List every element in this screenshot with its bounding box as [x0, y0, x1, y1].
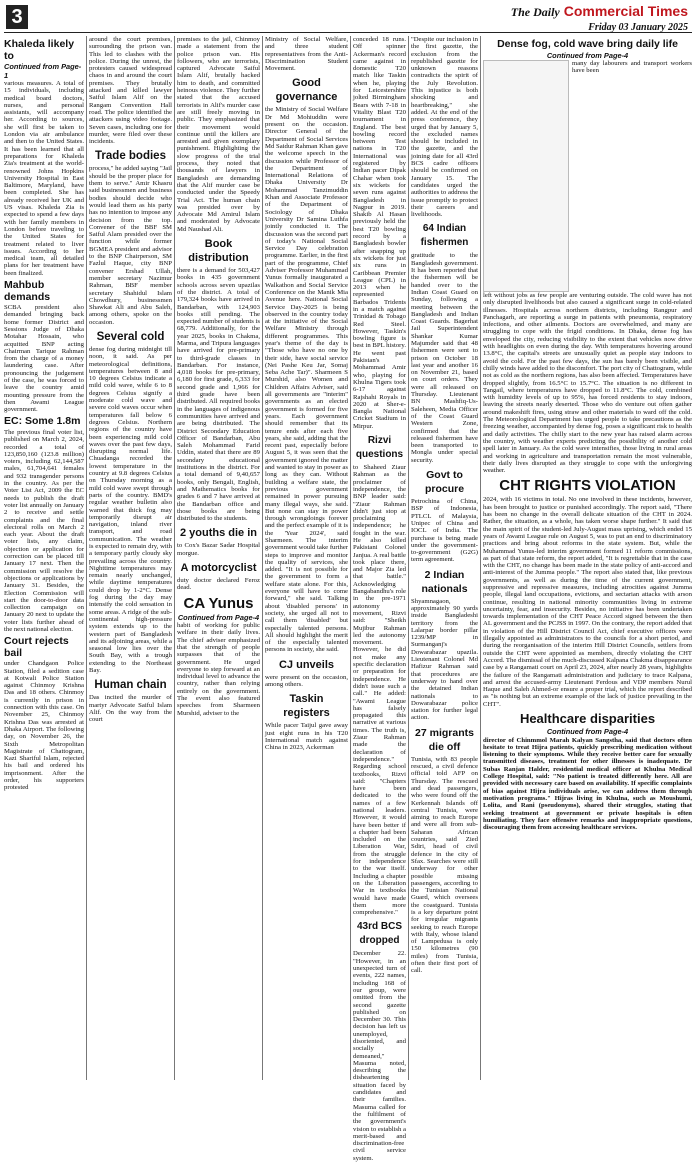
headline-dense-fog[interactable]: Dense fog, cold wave bring daily life: [497, 38, 678, 50]
article-body: Ministry of Social Welfare, and three student representatives from the Anti-Discrimination Student Movement.: [265, 36, 348, 73]
headline-mahbub[interactable]: Mahbub demands: [4, 279, 51, 303]
headline-khaleda[interactable]: Khaleda likely to: [4, 38, 75, 62]
article-body: December 22. "However, in an unexpected turn of events, 222 names, including 168 of our group, were omitted from the second gazette published on December 30. This decision has left us unemployed, disoriented, and socially demeaned," Masuma noted, describing the disheartening situation faced by candidates and their families. Masuma called for the fulfilment of the government's vision to establish a merit-based and discrimination-free civil service system.: [353, 950, 406, 1162]
article-body: 2024, with 16 victims in total. No one involved in these incidents, however, has been brought to justice or punished accordingly. The report said, "There has been no change in the overall delicate situation of the CHT in 2024. Rather, the situation, as a whole, has taken worse shape further." It said that the main spirit of the student-led July-August mass uprising, which ended 15 years of Awami League rule on August 5, was to put an end to discriminatory practices and bring about reforms in the state system. But, while the Muhammad Yunus-led interim government formed 11 reform commissions, as part of that state reform, the report added, "It is regrettable that in the case with the CHT, no change has been made in the state policy of anti-accord and anti-interest of the Jumma people." The report also stated that, like previous governments, as well as during the time of the current government, suppressive and repressive measures, including atrocities against Jumma people, illegal land occupations, evictions, and sectarian attacks with arson continue, resulting in national minority communities living in extreme uncertainty, fear, and insecurity. Besides, no initiative has been undertaken towards implementation of the CHT Peace Accord signed between the then AL government and the PCJSS in 1997. On the contrary, the report added that in violation of the Hill District Council Act, chief executive officers were illegally appointed as administrators to the councils for a short period, and during the reorganisation of the interim Hill District Councils, settlers from outside the CHT were appointed as members, directly violating the CHT Accord. The dismissal of the much-discussed Kalpana Chakma disappearance case by a Rangamati court on April 23, 2024, after nearly 28 years, highlights the failure of the Rangamati administration and judiciary to trace Kalpana, and arrest the accused-army Lieutenant Ferdous and VDP members Nurul Haque and Saleh Ahmed-or ensure a proper trial, which the report described as "is nothing but an extreme example of the lack of justice prevailing in the CHT".: [483, 496, 692, 708]
article-body: to Cox's Bazar Sadar Hospital morgue.: [177, 542, 260, 557]
article-body: conceded 18 runs. Off spinner Ackerman's record came against in domestic T20 match like Taskin when he, playing for Leicestershire jolted Birmingham Bears with 7-18 in Vitality Blast T20 tournament in England. The best bowling record between Test nations in T20 International was registered by Indian pacer Dipak Chahar when took six wickets for seven runs against Bangladesh in Nagpur in 2019. Shakib Al Hasan previously held the best T20 bowling record by a Bangladesh bowler after snapping up six wickets for just six runs in Caribbean Premier League (CPL) in 2013 when he represented Barbados Tridents in a match against Trinidad & Tobago Red Steel. However, Taskin's bowling figure is best in BPL history. He went past Pakistan's Mohammad Amir who, playing for Khulna Tigers took 6-17 against Rajshahi Royals in 2020 at Sher-e-Bangla National Cricket Stadium in Mirpur.: [353, 36, 406, 430]
article-body: there is a demand for 503,427 books in 435 government schools across seven upazilas of the district. A total of 179,324 books have arrived in Bandarban, with 124,903 books still pending. The expected number of students is 68,779. Additionally, for the year 2025, books in Chakma, Marma, and Tripura languages have arrived for pre-primary to third-grade classes in Bandarban. For instance, 4,018 books for pre-primary, 6,180 for first grade, 6,333 for second grade and 1,966 for third grade have been distributed. All required books in the languages of indigenous communities have arrived and are being distributed. The District Secondary Education Officer of Bandarban, Abu Saleh Mohammad Farid Uddin, stated that there are 89 secondary educational institutions in the district. For a total demand of 9,40,657 books, only Bengali, English, and Mathematics books for grades 6 and 7 have arrived at the Bandarban office and those books are being distributed to the students.: [177, 267, 260, 523]
fog-lead: [483, 60, 692, 292]
article-body: Petrochina of China, BSP of Indonesia, PTLCL of Malaysia, Unipec of China and IOCL of India. The purchase is being made under the government-to-government (G2G) term agreement.: [411, 498, 478, 564]
blank-space: [483, 60, 569, 292]
article-body: Das incited the murder of martyr Advocate Saiful Islam Alif. On the way from the court: [89, 694, 172, 724]
headline-taskin[interactable]: Taskin registers: [283, 693, 330, 720]
article-body: to Shaheed Ziaur Rahman as the proclaimer of independence, the BNP leader said: "Ziaur Rahman didn't just stop at proclaiming independence; he fought in the war. He also killed Pakistani Colonel Janjua. A real battle took place there, and Major Zia led that battle." Acknowledging Bangabandhu's role in the pre-1971 autonomy movement, Rizvi said: "Sheikh Mujibur Rahman led the autonomy movement. However, he did not make any specific declaration or preparation for independence. He didn't issue such a call." He added: "Awami League has falsely propagated this narrative at various times. The truth is, Ziaur Rahman made the declaration of independence." Regarding school textbooks, Rizvi said: "Chapters have been dedicated to the names of a few national leaders. However, it would have been better if a chapter had been included on the Liberation War, from the struggle for independence to the war itself. Including a chapter on the Liberation War in textbooks would have made them more comprehensive.": [353, 464, 406, 917]
column-rule: [262, 36, 263, 1080]
column-rule: [408, 36, 409, 1080]
article-body: left without jobs as few people are venturing outside. The cold wave has not only disrupted livelihoods but also caused a significant surge in cold-related illnesses. Hospitals across northern districts, including Rangpur and Panchagarh, are reporting a surge in patients with pneumonia, respiratory infections, and other ailments. Doctors are overwhelmed, and many are struggling to cope with the frigid conditions. In Dhaka, dense fog has enveloped the city, reducing visibility to the extent that vehicles now drive with headlights on even during the day. With temperatures hovering around 13.8°C, the capital's streets are unusually quiet as people stay indoors to avoid the cold. For the past few days, the sun has barely been visible, and chilly winds have added to the discomfort. The port city of Chattogram, while not as cold as the northern regions, has also been affected. Temperatures have dropped slightly, from 16.5°C to 15.7°C. The situation is no different in Tangail, where temperatures have dropped to 11.8°C. The cold, combined with humidity levels of up to 95%, has forced residents to stay indoors, leaving the streets nearly deserted. Those who do venture out often gather around makeshift fires, using straw and other materials to ward off the cold. The Meteorological Department has urged people to take precautions as the freezing weather, accompanied by dense fog, poses a significant risk to health and daily activities. The chilly start to the new year has raised alarm across the country, with weather experts predicting the possibility of another cold spell later in January. As the cold wave intensifies, those living in rural areas and working in agriculture and transportation remain the most vulnerable, their daily lives disrupted as they struggle to cope with the unforgiving weather.: [483, 292, 692, 475]
article-body: habit of working for public welfare in their daily lives. The chief adviser emphasized that the strength of people surpasses that of the government. He urged everyone to step forward at an individual level to advance the country, rather than relying entirely on the government. The event also featured speeches from Sharmeen Murshid, adviser to the: [177, 622, 260, 717]
column-3: [177, 36, 260, 1082]
headline-good-governance[interactable]: Good governance: [275, 77, 338, 104]
column-rule: [350, 36, 351, 1080]
column-7: [483, 36, 692, 1082]
headline-cht-rights[interactable]: CHT RIGHTS VIOLATION: [499, 477, 676, 495]
article-body: Tunisia, with 83 people rescued, a civil defence official told AFP on Thursday. The rescued and dead passengers, who were found off the Kerkennah Islands off central Tunisia, were aiming to reach Europe and were all from sub-Saharan African countries, said Zied Sdiri, head of civil defence in the city of Sfax. Searches were still underway for other possible missing passengers, according to the Tunisian National Guard, which oversees the coastguard. Tunisia is a key departure point for irregular migrants seeking to reach Europe with Italy, whose island of Lampedusa is only 150 kilometres (90 miles) from Tunisia, often their first port of call.: [411, 755, 478, 975]
headline-youths[interactable]: 2 youths die in: [179, 527, 257, 540]
column-5: [353, 36, 406, 1162]
article-body: various measures. A total of 15 individuals, including medical board doctors, nurses, and personal assistants, will accompany her. According to sources, she will first be taken to London via air ambulance and then to the United States. It has been learned that all preparations for Khaleda Zia's treatment at the world-renowned Johns Hopkins University Hospital in East Baltimore, Maryland, have been completed. She has already received her UK and US visas. Khaleda Zia is expected to spend a few days with her family members in London before traveling to the United States for treatment related to liver issues. According to her medical team, all detailed plans for her treatment have been finalized.: [4, 80, 84, 277]
headline-motorcyclist[interactable]: A motorcyclist: [180, 562, 257, 574]
headline-trade-bodies[interactable]: Trade bodies: [95, 150, 166, 163]
headline-book-distribution[interactable]: Book distribution: [188, 238, 249, 265]
article-body: premises to the jail, Chinmoy made a statement from the police prison van. His followers, who are terrorists, captured Advocate Saiful Islam Alif, brutally hacked him to death, and committed heinous violence. They further stated that the accused terrorists in Alif's murder case are still freely moving in public. They emphasized that their movement would continue until the killers are arrested and given exemplary punishment. Highlighting the slow progress of the trial process, they noted that thousands of lawyers in Bangladesh are demanding that the Alif murder case be conducted under the Speedy Trial Act. The human chain was presided over by Advocate Md Amirul Islam and moderated by Advocate Md Naushad Ali.: [177, 36, 260, 233]
headline-ec[interactable]: EC: Some 1.8m: [4, 415, 81, 428]
brand-prefix: The Daily: [510, 5, 560, 19]
continued-note: Continued from Page-4: [177, 612, 260, 622]
issue-date: Friday 03 January 2025: [588, 22, 688, 33]
article-body: dense fog during midnight till noon, it said. As per meteorological definitions, temperatures between 8 and 10 degrees Celsius indicate a mild cold wave, while 6 to 8 degrees Celsius signify a moderate cold wave and severe cold waves occur when temperatures fall below 6 degrees Celsius. Northern regions of the country have been experiencing mild cold waves over the past few days, disrupting normal life. Chuadanga recorded the lowest temperature in the country at 9.8 degrees Celsius on Thursday morning as a mild cold wave swept through parts of the country. BMD's regular weather bulletin also warned that thick fog may temporarily disrupt air navigation, inland river transport, and road communication. The weather is expected to remain dry, with a temporary partly cloudy sky prevailing across the country. Nighttime temperatures may remain nearly unchanged, while daytime temperatures could drop by 1-2°C. Dense fog during the day may intensify the cold sensation in some areas. A ridge of the sub-continental high-pressure system extends up to the western part of Bangladesh and its adjoining areas, while a seasonal low lies over the South Bay, with a trough extending to the Northeast Bay.: [89, 345, 172, 675]
continued-note: Continued from Page-4: [546, 727, 629, 737]
headline-43rd-bcs[interactable]: 43rd BCS dropped: [356, 921, 402, 947]
continued-note: Continued from Page-1: [4, 62, 82, 80]
article-body: While pacer Taijul gave away just eight runs in his T20 International match against China in 2023, Ackerman: [265, 722, 348, 752]
article-body: around the court premises, surrounding the prison van. This led to clashes with the police. During the unrest, the protesters caused widespread chaos in and around the court premises. They brutally attacked and killed lawyer Saiful Islam Alif on the Rangam Convention Hall road. The police identified the attackers using video footage. Seven cases, including one for murder, were filed over these incidents.: [89, 36, 172, 146]
article-body: gratitude to the Bangladesh government. It has been reported that the fishermen will be handed over to the Indian Coast Guard on Sunday, following a meeting between the Bangladesh and Indian Coast Guards. Bagerhat Jail Superintendent Shankar Kumar Majumder said that 48 fishermen were sent to prison on October 18 last year and another 16 on November 21, based on court orders. They were all released on Thursday. Lieutenant BN Mashfiq-Us-Saleheen, Media Officer of the Coast Guard Western Zone, confirmed that the released fishermen have been transported to Mongla under special security.: [411, 252, 478, 464]
article-body: "Despite our inclusion in the first gazette, the exclusion from the republished gazette for unknown reasons contradicts the spirit of the July Revolution. This injustice is both shocking and heartbreaking," she added. At the end of the press conference, they urged that by January 5, the excluded names should be included in the gazette, and the joining date for all 43rd BCS cadre officers should be confirmed on January 15. The candidates urged the authorities to address the issue promptly to protect their careers and livelihoods.: [411, 36, 478, 219]
brand-name: Commercial Times: [563, 3, 688, 19]
column-2: [89, 36, 172, 1082]
article-body: director of Chinmmol Marah Kalyan Sangstha, said that doctors often hesitate to treat Hijra patients, quickly prescribing medication without listening to their symptoms. While they receive better care for sexually transmitted diseases, treatment for other illnesses is inadequate. Dr Subas Ranjan Halder, residential medical officer at Khulna Medical College Hospital, said: "No patient is treated differently here. All are provided with necessary care based on availability. If specific complaints of bias against Hijra individuals arise, we can address them through motivation programs." Hijras living in Khulna, such as Moushumi, Lolita, and Rani (pseudonyms), shared their struggles, stating that seeking treatment at government or private hospitals is often humiliating. They face offensive remarks and inappropriate questions, discouraging them from accessing healthcare services.: [483, 736, 692, 832]
masthead: [511, 3, 688, 33]
article-body: were present on the occasion, among others.: [265, 673, 348, 689]
column-rule: [480, 36, 481, 1080]
headline-ca-yunus[interactable]: CA Yunus: [183, 594, 254, 612]
masthead-bar: [4, 3, 692, 33]
headline-cold[interactable]: Several cold: [96, 330, 165, 343]
column-rule: [86, 36, 87, 1080]
article-body: The previous final voter list, published on March 2, 2024, recorded a total of 123,850,160 (123.8 million) voters, including 62,144,587 males, 61,704,641 females and 932 transgender persons in the country. As per the Voter List Act, 2009 the EC needs to publish the draft voter list annually on January 2 to receive and settle complaints and the final electoral rolls on March 2 each year. About the draft voter lists, any claim, objection or application for correction can be placed till January 17 next. Then the commission will resolve the objections or applications by January 31. Besides, the Election Commission will start the door-to-door data collection campaign on January 20 next to update the voter lists further ahead of the next national election.: [4, 428, 84, 633]
headline-indian-fishermen[interactable]: 64 Indian fishermen: [420, 223, 469, 249]
headline-govt-procure[interactable]: Govt to procure: [424, 469, 465, 496]
headline-human-chain[interactable]: Human chain: [94, 679, 167, 692]
column-6: [411, 36, 478, 1082]
headline-migrants[interactable]: 27 migrants die off: [415, 726, 474, 753]
article-body: duty doctor declared Feroz dead.: [177, 577, 260, 592]
article-body: SCBA president also demanded bringing back home former District and Sessions Judge of Dhaka Motahar Hossain, who acquitted BNP acting Chairman Tarique Rahman from the charge of a money laundering case. After pronouncing the judgement of the case, he was forced to leave the country amid mounting pressure from the then Awami League government.: [4, 304, 84, 414]
column-4: [265, 36, 348, 1082]
headline-rizvi[interactable]: Rizvi questions: [355, 435, 404, 461]
article-body: many day labourers and transport workers have been: [572, 60, 692, 75]
headline-cj-unveils[interactable]: CJ unveils: [278, 658, 335, 671]
article-body: process," he added saying "Jail should be the proper place for them to serve." Amir Khasru said businessmen and business bodies should decide who would lead them as his party has no intention to impose any decision from the top. Convener of the BBF SM Saiful Alam presided over the function while former BGMEA president and advisor to the BNP Chairperson, SM Fazlul Haque, city BNP convener Ershad Ullah, member secretary Nazimur Rahman, BBF member secretary Shahidul Islam Chowdhury, businessmen Shawkat Ali and Abu Saleh, among others, spoke on the occasion.: [89, 165, 172, 326]
continued-note: Continued from Page-4: [546, 50, 629, 60]
headline-indian-nationals[interactable]: 2 Indian nationals: [421, 568, 468, 595]
article-body: Shyamnagaon, approximately 90 yards inside Bangladeshi territory from the Lalarpar border pillar 1239/MP in Surmanganj's Dowarabazar upazila. Lieutenant Colonel Md Hafizur Rahman said that procedures are underway to hand over the detained Indian nationals to Dowarabazar police station for further legal action.: [411, 597, 478, 722]
column-1: [4, 36, 84, 1082]
headline-healthcare[interactable]: Healthcare disparities: [519, 711, 656, 727]
page-number: 3: [6, 5, 28, 29]
column-rule: [174, 36, 175, 1080]
article-body: the Ministry of Social Welfare Dr Md Mohiuddin were present on the occasion. Director General of the Department of Social Services Md Saidur Rahman Khan gave the welcome speech in the discussion while Professor of the Department of International Relations of Dhaka University Dr Mohammad Tanzimuddin Khan and Associate Professor of the Department of Sociology of Dhaka University Dr Samina Luthfa jointly conducted it. The discussion was the second part of today's National Social Service Day celebration programme. Earlier, in the first part of the programme, Chief Adviser Professor Muhammad Yunus formally inaugurated a Walkathon and Social Service Conference on the Manik Mia Avenue here. National Social Service Day-2025 is being observed in the country today at the initiative of the Social Welfare Ministry through different programmes. This year's theme of the day is "Those who have no one by their side, have social service (Nei Pashe Keu Jar, Somaj Seba Ache Tar)". Sharmeen S Murshid, also Women and Children Affairs Adviser, said all governments are "interim" governments as an elected government is formed for five years. Each government should remember that its tenure ends after each five years, she said, adding that the recent past, especially before August 5, it was seen that the government ignored the matter and wanted to stay in power as long as they can. Without building a welfare state, the previous government remained in power pursuing many illegal ways, she said. But none can stay in power through wrongdoings forever and the perfect example of it is the 'Year 2024', said Sharmeen. The interim government would take further steps to improve and monitor the quality of services, she added. "It is not possible for the government to form a welfare state alone. For this, everyone will have to come forward," she said. Talking about 'disabled persons' in society, she urged all not to call them 'disabled' but especially talented persons. All should highlight the merit of the especially talented persons in society, she said.: [265, 106, 349, 654]
article-body: under Chandgaon Police Station, filed a sedition case at Kotwali Police Station against Chinmoy Krishna Das and 18 others. Chinmoy is currently in prison in connection with this case. On November 25, Chinmoy Krishna Das was arrested at Dhaka Airport. The following day, on November 26, the Sixth Metropolitan Magistrate of Chattogram, Kazi Shariful Islam, rejected his bail and ordered his imprisonment. After the order, his supporters protested: [4, 660, 84, 792]
headline-court-bail[interactable]: Court rejects bail: [4, 635, 69, 659]
